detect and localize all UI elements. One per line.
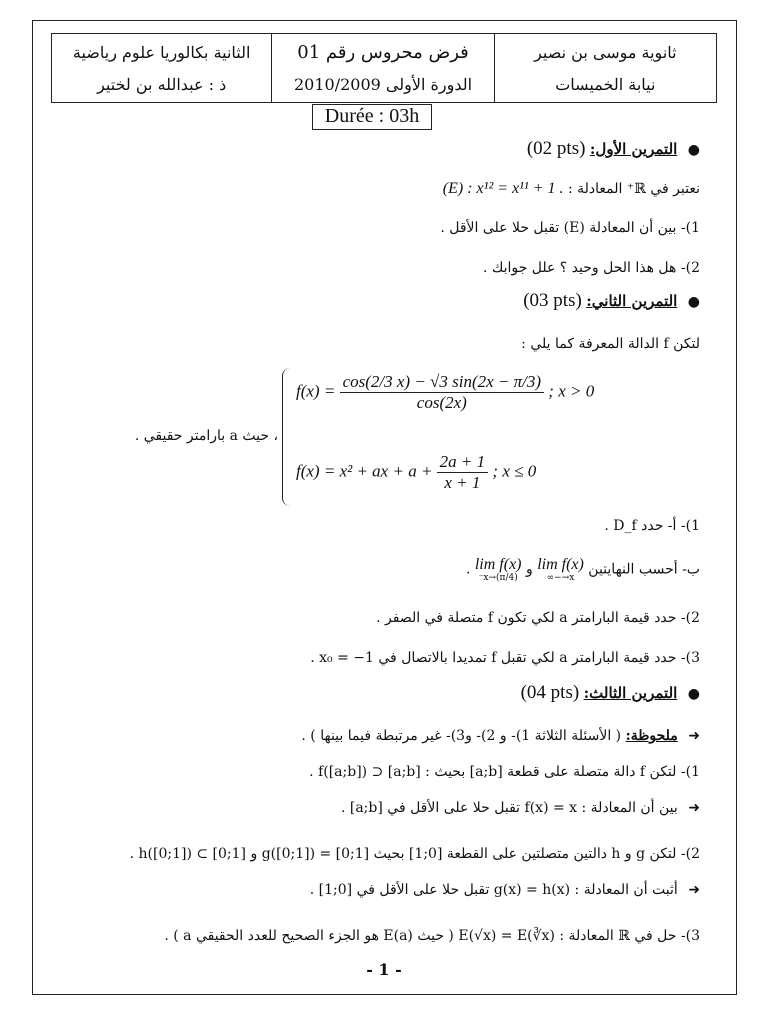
eq2-denominator: x + 1 — [444, 473, 481, 492]
bullet-icon: ● — [687, 294, 700, 310]
eq2-fraction — [437, 452, 488, 493]
page-number: - 1 - — [366, 960, 402, 979]
ex2-param-note: ، حيث a بارامتر حقيقي . — [134, 428, 278, 444]
ex3-note-line — [301, 728, 700, 744]
ex3-q1-sub-line — [341, 800, 700, 816]
exam-session: الدورة الأولى 2010/2009 — [293, 75, 473, 94]
ex3-q3: 3)- حل في ℝ المعادلة : E(√x) = E(∛x) ( حيث E(a) هو الجزء الصحيح للعدد الحقيقي a ) . — [164, 928, 700, 944]
piecewise-system — [282, 368, 652, 508]
ex1-q1: 1)- بين أن المعادلة (E) تقبل حلا على الأقل . — [440, 220, 700, 236]
ex3-q2-sub: أثبت أن المعادلة : g(x) = h(x) تقبل حلا على الأقل في [0;1] . — [309, 882, 678, 898]
class-label: الثانية بكالوريا علوم رياضية — [72, 42, 251, 62]
ex3-q2-sub-line — [310, 882, 700, 898]
arrow-icon: ➜ — [688, 800, 700, 816]
limit-2-sub: x→(π/4)⁻ — [478, 573, 518, 583]
bullet-icon: ● — [687, 686, 700, 702]
ex1-title: التمرين الأول: — [589, 140, 678, 158]
ex2-intro: لتكن f الدالة المعرفة كما يلي : — [521, 336, 700, 352]
ex3-q1: 1)- لتكن f دالة متصلة على قطعة [a;b] بحيث : [a;b] ⊂ f([a;b]) . — [309, 764, 700, 780]
teacher-label: ذ : عبدالله بن لختير — [97, 74, 227, 94]
ex2-q1b: ب- أحسب النهايتين lim f(x) x→−∞ و lim f(x) x→(π/4)⁻ . — [465, 556, 700, 583]
ex1-intro: نعتبر في ℝ⁺ المعادلة : — [567, 181, 700, 197]
school-name: ثانوية موسى بن نصير — [534, 42, 677, 62]
ex3-title: التمرين الثالث: — [583, 684, 678, 702]
eq1-fraction — [340, 372, 544, 413]
system-line-2 — [296, 452, 536, 493]
limit-1-sub: x→−∞ — [546, 573, 575, 583]
ex2-q2: 2)- حدد قيمة البارامتر a لكي تكون f متصلة في الصفر . — [376, 610, 700, 626]
system-line-1 — [296, 372, 594, 413]
ex1-points: (02 pts) — [526, 138, 586, 159]
ex3-points: (04 pts) — [520, 682, 580, 703]
ex2-title: التمرين الثاني: — [586, 292, 678, 310]
ex1-heading — [527, 138, 700, 160]
ex1-equation: (E) : x¹² = x¹¹ + 1 . — [442, 180, 564, 197]
eq1-denominator: cos(2x) — [416, 393, 467, 412]
q1b-text: ب- أحسب النهايتين — [588, 561, 700, 578]
bullet-icon: ● — [687, 142, 700, 158]
header-exam — [271, 34, 493, 102]
eq1-condition: ; x > 0 — [548, 381, 595, 401]
ex2-q1a: 1)- أ- حدد D_f . — [604, 518, 700, 534]
eq2-condition: ; x ≤ 0 — [492, 461, 537, 481]
header-school — [494, 34, 716, 102]
q1b-and: و — [525, 561, 533, 578]
header-class-teacher — [52, 34, 271, 102]
limit-2 — [475, 556, 522, 583]
eq1-lhs: f(x) = — [296, 381, 336, 401]
ex3-q2: 2)- لتكن g و h دالتين متصلتين على القطعة [0;1] بحيث g([0;1]) = [0;1] و h([0;1]) ⊂ [0;1] . — [129, 846, 700, 862]
arrow-icon: ➜ — [688, 728, 700, 744]
header-table — [51, 33, 717, 103]
limit-1-expr: lim f(x) — [537, 556, 584, 573]
ex3-note-label: ملحوظة: — [625, 728, 678, 744]
eq2-numerator: 2a + 1 — [437, 452, 488, 473]
arrow-icon: ➜ — [688, 882, 700, 898]
exam-title: فرض محروس رقم 01 — [297, 42, 469, 63]
ex2-points: (03 pts) — [523, 290, 582, 311]
left-brace — [282, 368, 295, 506]
ex3-q1-sub: بين أن المعادلة : f(x) = x تقبل حلا على الأقل في [a;b] . — [340, 800, 678, 816]
ex2-q3: 3)- حدد قيمة البارامتر a لكي تقبل f تمديدا بالاتصال في x₀ = −1 . — [310, 650, 700, 666]
eq2-lhs: f(x) = x² + ax + a + — [296, 461, 433, 481]
ex1-q2: 2)- هل هذا الحل وحيد ؟ علل جوابك . — [482, 260, 700, 276]
duration-box: Durée : 03h — [312, 104, 432, 130]
ex3-heading — [521, 682, 700, 704]
ex2-heading — [523, 290, 700, 312]
ex1-intro-line — [443, 180, 700, 198]
ex3-note-text: ( الأسئلة الثلاثة 1)- و 2)- و3)- غير مرتبطة فيما بينها ) . — [301, 728, 622, 744]
limit-2-expr: lim f(x) — [474, 556, 522, 573]
school-district: نيابة الخميسات — [555, 74, 656, 94]
eq1-numerator: cos(2/3 x) − √3 sin(2x − π/3) — [340, 372, 544, 393]
limit-1 — [537, 556, 584, 583]
